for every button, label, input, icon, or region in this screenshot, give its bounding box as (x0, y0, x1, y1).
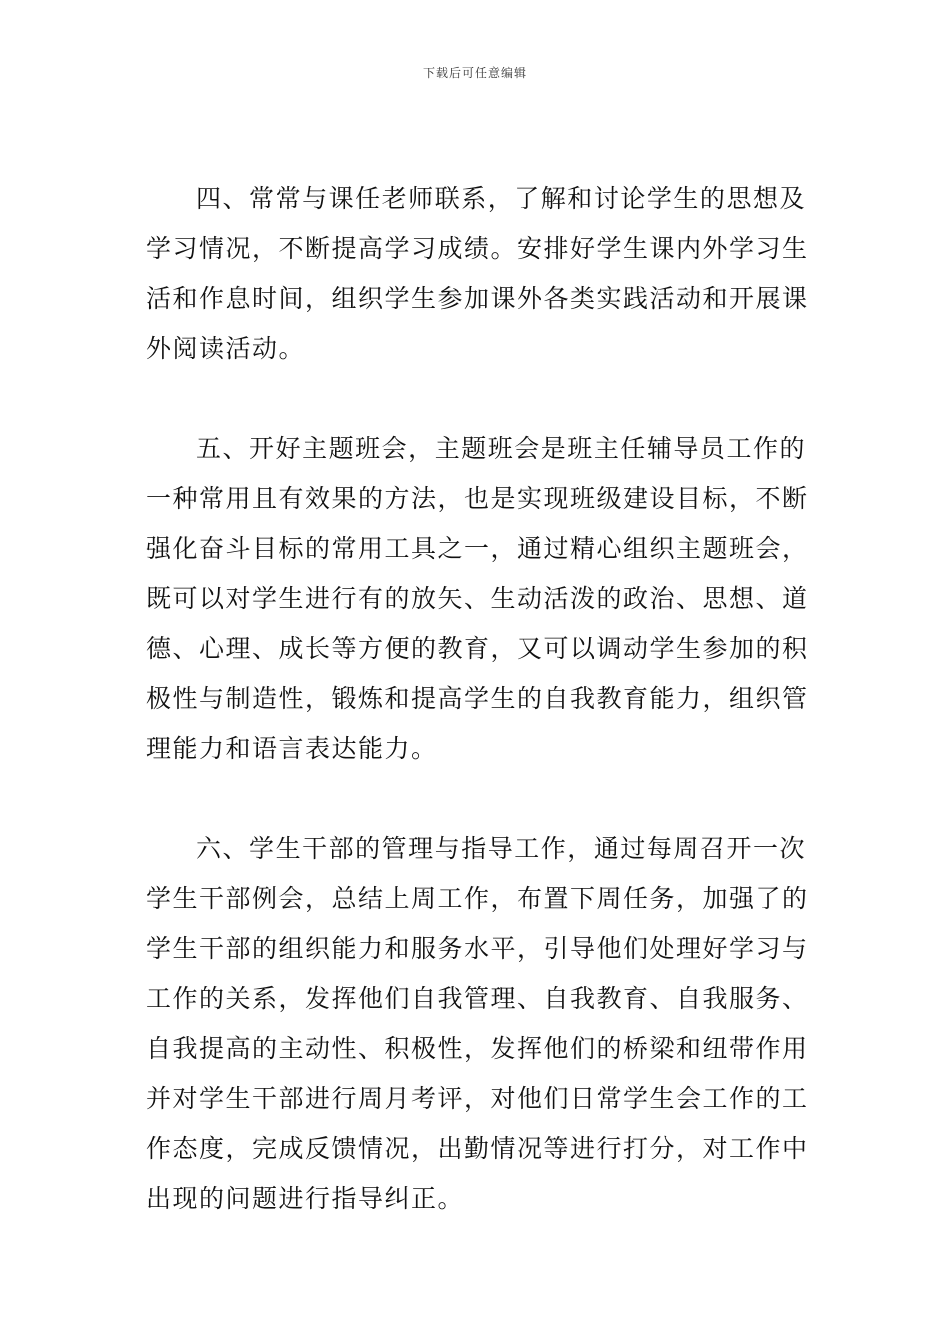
paragraph-four (146, 174, 809, 374)
text-line: 活和作息时间，组织学生参加课外各类实践活动和开展课 (146, 284, 809, 313)
text-line: 极性与制造性，锻炼和提高学生的自我教育能力，组织管 (146, 684, 809, 713)
text-line: 一种常用且有效果的方法，也是实现班级建设目标，不断 (146, 484, 809, 513)
text-line: 学习情况，不断提高学习成绩。安排好学生课内外学习生 (146, 234, 809, 263)
text-line: 德、心理、成长等方便的教育，又可以调动学生参加的积 (146, 634, 809, 663)
text-line: 五、开好主题班会，主题班会是班主任辅导员工作的 (196, 434, 806, 463)
text-line: 学生干部的组织能力和服务水平，引导他们处理好学习与 (146, 934, 809, 963)
document-body (146, 174, 809, 1224)
text-line: 理能力和语言表达能力。 (146, 734, 438, 763)
text-line: 六、学生干部的管理与指导工作，通过每周召开一次 (196, 834, 806, 863)
text-line: 既可以对学生进行有的放矢、生动活泼的政治、思想、道 (146, 584, 809, 613)
paragraph-five (146, 424, 809, 774)
text-line: 出现的问题进行指导纠正。 (146, 1184, 465, 1213)
page-header: 下载后可任意编辑 (422, 66, 527, 80)
text-line: 四、常常与课任老师联系，了解和讨论学生的思想及 (196, 184, 806, 213)
text-line: 强化奋斗目标的常用工具之一，通过精心组织主题班会， (146, 534, 809, 563)
text-line: 外阅读活动。 (146, 334, 306, 363)
text-line: 作态度，完成反馈情况，出勤情况等进行打分，对工作中 (146, 1134, 809, 1163)
text-line: 自我提高的主动性、积极性，发挥他们的桥梁和纽带作用 (146, 1034, 809, 1063)
text-line: 学生干部例会，总结上周工作，布置下周任务，加强了的 (146, 884, 809, 913)
text-line: 工作的关系，发挥他们自我管理、自我教育、自我服务、 (146, 984, 809, 1013)
text-line: 并对学生干部进行周月考评，对他们日常学生会工作的工 (146, 1084, 809, 1113)
paragraph-six (146, 824, 809, 1224)
